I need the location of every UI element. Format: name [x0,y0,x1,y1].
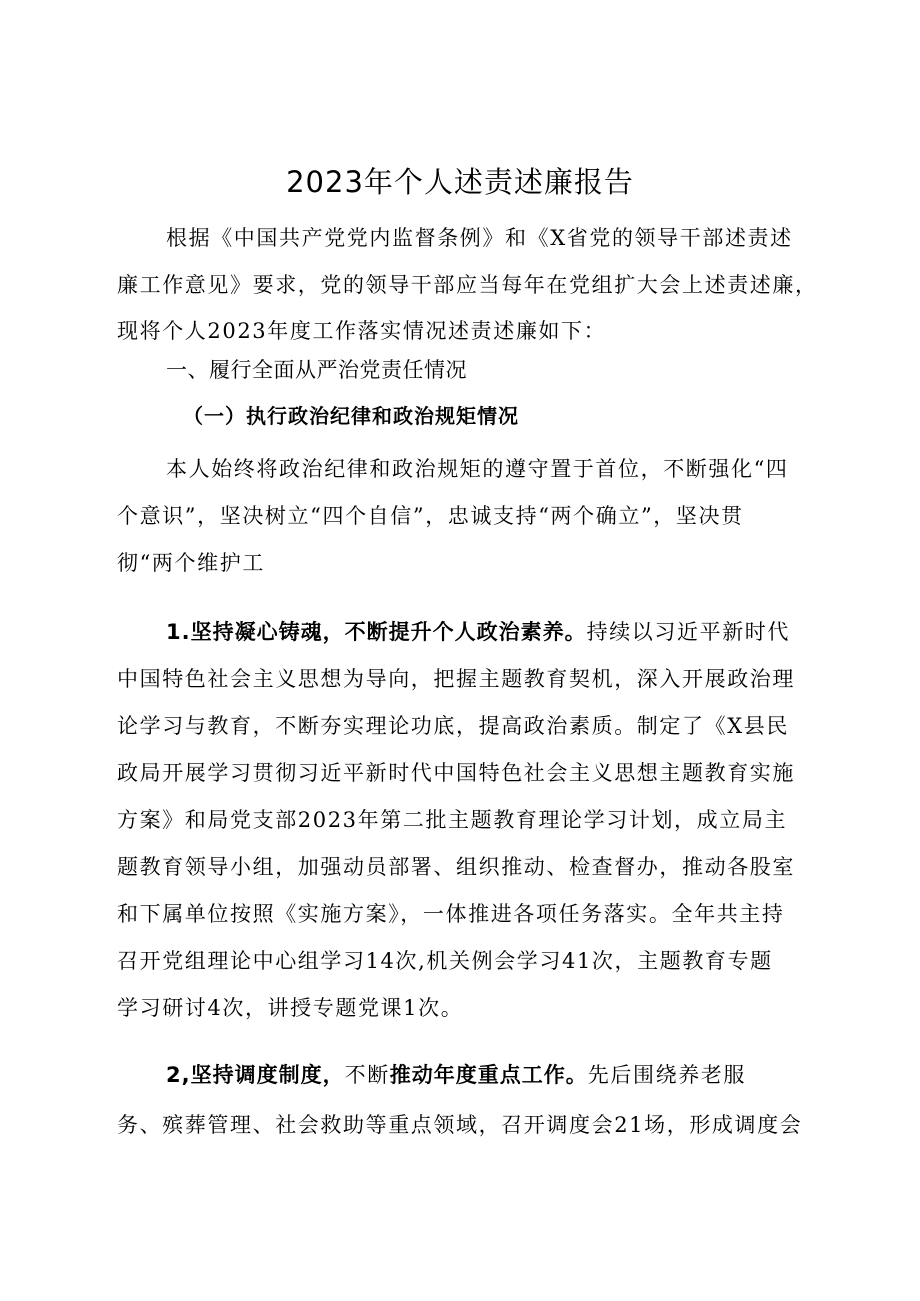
document-title: 2023年个人述责述廉报告 [286,165,634,199]
intro-line-1: 根据《中国共产党党内监督条例》和《X省党的领导干部述责述 [166,226,793,250]
item1-line: 中国特色社会主义思想为导向，把握主题教育契机，深入开展政治理 [117,667,795,691]
item2-first-rest: 先后围绕养老服 [587,1063,746,1087]
item1-line: 学习研讨4次，讲授专题党课1次。 [117,996,464,1020]
item1-line: 题教育领导小组，加强动员部署、组织推动、检查督办，推动各股室 [117,855,795,879]
item1-first-line [166,617,790,647]
political-line-2: 个意识”，坚决树立“四个自信”，忠诚支持“两个确立”，坚决贯 [117,504,744,528]
item2-line: 务、殡葬管理、社会救助等重点领域，召开调度会21场，形成调度会 [117,1113,803,1137]
item2-first-line [166,1060,746,1090]
political-line-3: 彻“两个维护工 [117,551,265,575]
item2-lead-a: 2,坚持调度制度， [166,1063,345,1087]
item1-line: 方案》和局党支部2023年第二批主题教育理论学习计划，成立局主 [117,808,788,832]
item1-line: 召开党组理论中心组学习14次,机关例会学习41次，主题教育专题 [117,949,773,973]
political-line-1: 本人始终将政治纪律和政治规矩的遵守置于首位，不断强化“四 [166,457,789,481]
item2-lead-b: 不断 [344,1063,390,1087]
subsection-heading: （一）执行政治纪律和政治规矩情况 [183,404,519,428]
item2-lead-c: 推动年度重点工作。 [389,1063,588,1087]
section-heading: 一、履行全面从严治党责任情况 [166,358,467,382]
item1-line: 论学习与教育，不断夯实理论功底，提高政治素质。制定了《X县民 [117,714,789,738]
item1-lead: 1.坚持凝心铸魂，不断提升个人政治素养。 [166,620,587,644]
item1-line: 和下属单位按照《实施方案》，一体推进各项任务落实。全年共主持 [117,902,785,926]
intro-line-3: 现将个人2023年度工作落实情况述责述廉如下： [117,319,607,343]
item1-first-rest: 持续以习近平新时代 [586,620,790,644]
item1-line: 政局开展学习贯彻习近平新时代中国特色社会主义思想主题教育实施 [117,761,795,785]
intro-line-2: 廉工作意见》要求，党的领导干部应当每年在党组扩大会上述责述廉， [117,273,818,297]
